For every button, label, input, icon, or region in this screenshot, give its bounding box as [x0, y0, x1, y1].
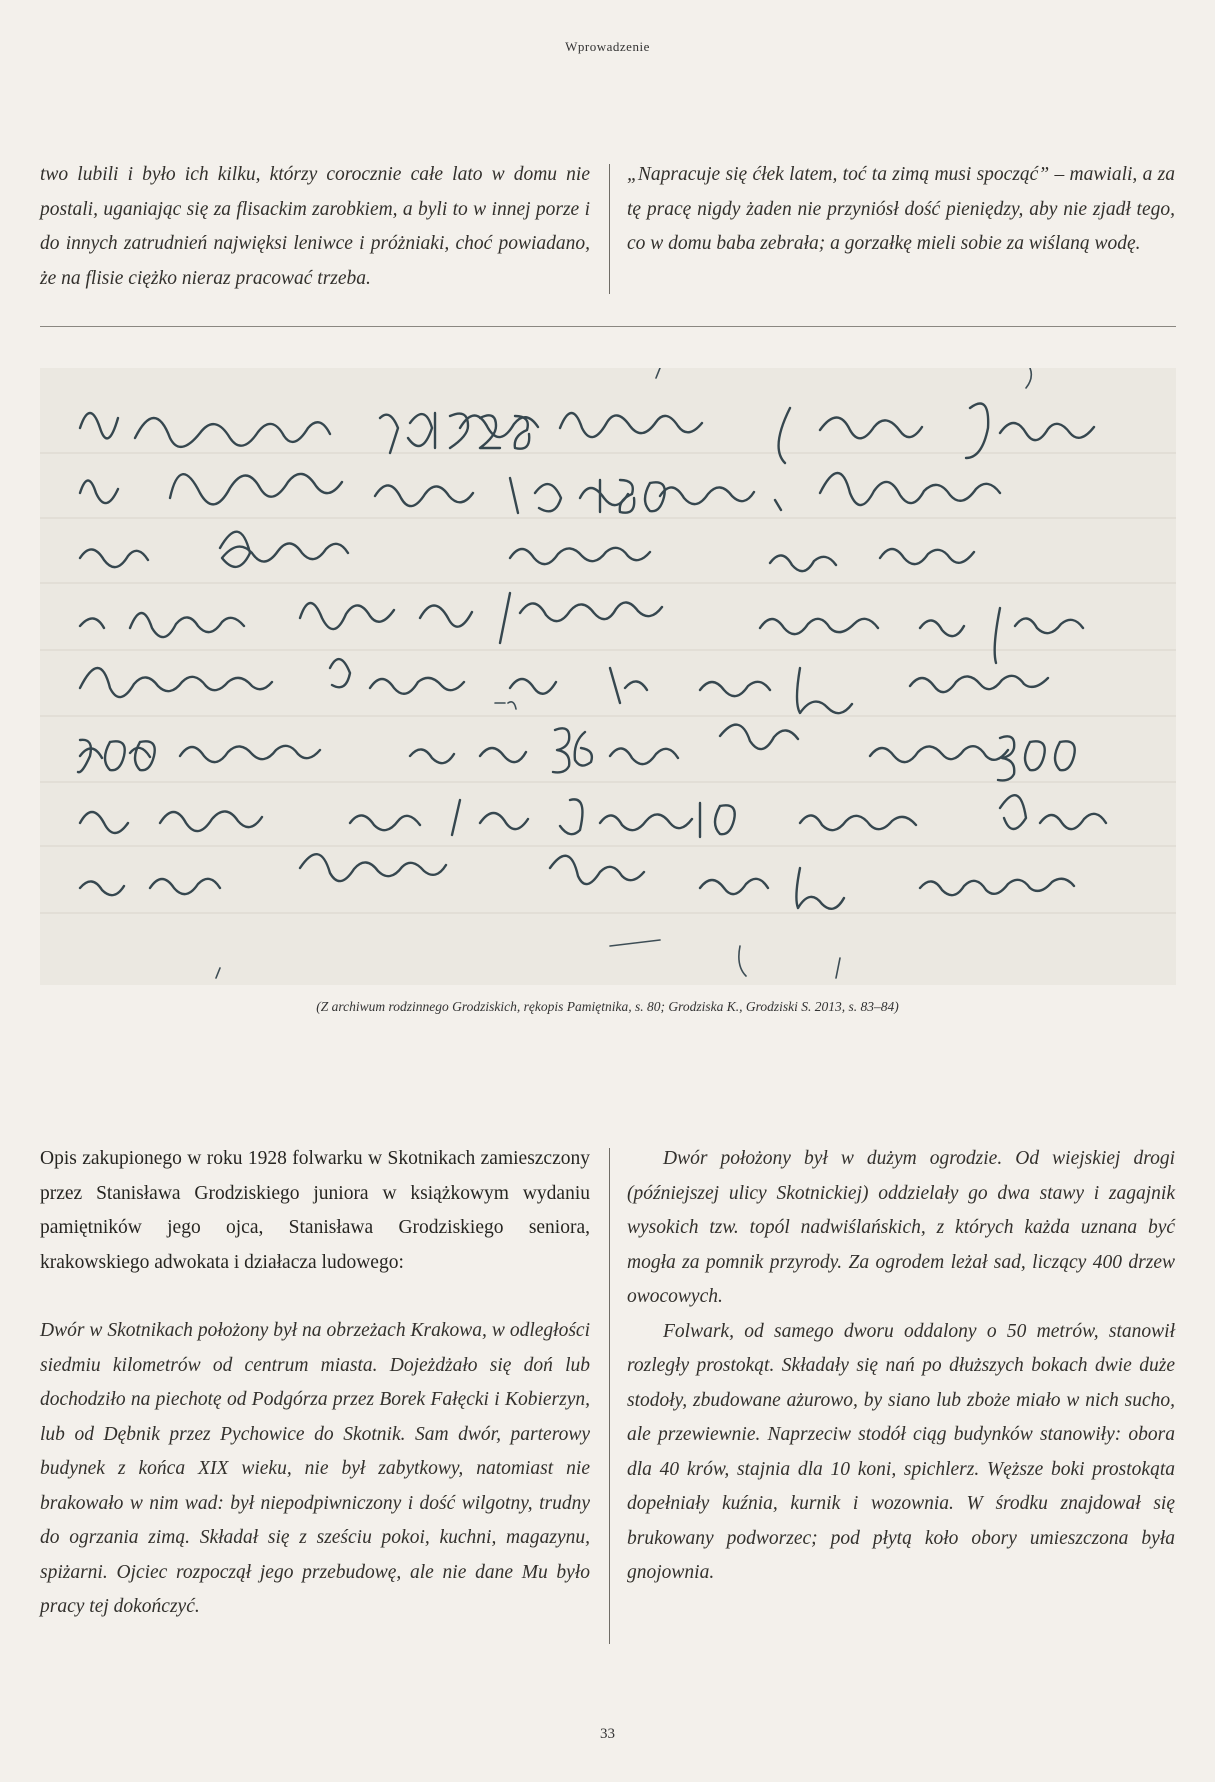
image-caption: (Z archiwum rodzinnego Grodziskich, rękopis Pamiętnika, s. 80; Grodziska K., Grodziski S. 2013, s. 83–84): [316, 999, 899, 1014]
quote-ogrod-paragraph: Dwór położony był w dużym ogrodzie. Od wiejskiej drogi (późniejszej ulicy Skotnickiej) oddzielały go dwa stawy i zagajnik wysokich tzw. topól nadwiślańskich, z których każda uznana być mogła za pomnik przyrody. Za ogrodem leżał sad, liczący 400 drzew owocowych.: [627, 1148, 1175, 1307]
quote-top-right: „Napracuje się ćłek latem, toć ta zimą musi spocząć” – mawiali, a za tę pracę nigdy żaden nie przyniósł dość pieniędzy, aby nie zjadł tego, co w domu baba zebrała; a gorzałkę mieli sobie za wiślaną wodę.: [627, 164, 1175, 254]
running-head: Wprowadzenie: [565, 39, 650, 54]
page-number: 33: [600, 1726, 615, 1742]
column-divider-bottom: [609, 1148, 610, 1644]
column-divider-top: [609, 164, 610, 294]
quote-folwark-paragraph: Folwark, od samego dworu oddalony o 50 metrów, stanowił rozległy prostokąt. Składały się nań po dłuższych bokach dwie duże stodoły, zbudowane ażurowo, by siano lub zboże miało w nich sucho, ale przewiewnie. Naprzeciw stodół ciąg budynków stanowiły: obora dla 40 krów, stajnia dla 10 koni, spichlerz. Węższe boki prostokąta dopełniały kuźnia, kurnik i wozownia. W środku znajdował się brukowany podworzec; pod płytą koło obory umieszczona była gnojownia.: [627, 1320, 1175, 1583]
manuscript-handwriting: [40, 368, 1176, 985]
body-right-column: [627, 1142, 1175, 1591]
section-divider: [40, 326, 1176, 327]
quote-top-left: two lubili i było ich kilku, którzy corocznie całe lato w domu nie postali, uganiając się za flisackim zarobkiem, a byli to w innej porze i do innych zatrudnień najwięksi leniwce i próżniaki, choć powiadano, że na flisie ciężko nieraz pracować trzeba.: [40, 164, 590, 289]
quote-dwor-paragraph: Dwór w Skotnikach położony był na obrzeżach Krakowa, w odległości siedmiu kilometrów od centrum miasta. Dojeżdżało się doń lub dochodziło na piechotę od Podgórza przez Borek Fałęcki i Kobierzyn, lub od Dębnik przez Pychowice do Skotnik. Sam dwór, parterowy budynek z końca XIX wieku, nie był zabytkowy, natomiast nie brakowało w nim wad: był niepodpiwniczony i dość wilgotny, trudny do ogrzania zimą. Składał się z sześciu pokoi, kuchni, magazynu, spiżarni. Ojciec rozpoczął jego przebudowę, ale nie dane Mu było pracy tej dokończyć.: [40, 1320, 590, 1617]
intro-paragraph: Opis zakupionego w roku 1928 folwarku w Skotnikach zamieszczony przez Stanisława Grodziskiego juniora w książkowym wydaniu pamiętników jego ojca, Stanisława Grodziskiego seniora, krakowskiego adwokata i działacza ludowego:: [40, 1148, 590, 1273]
manuscript-image: [40, 368, 1176, 985]
body-left-column: [40, 1142, 590, 1625]
